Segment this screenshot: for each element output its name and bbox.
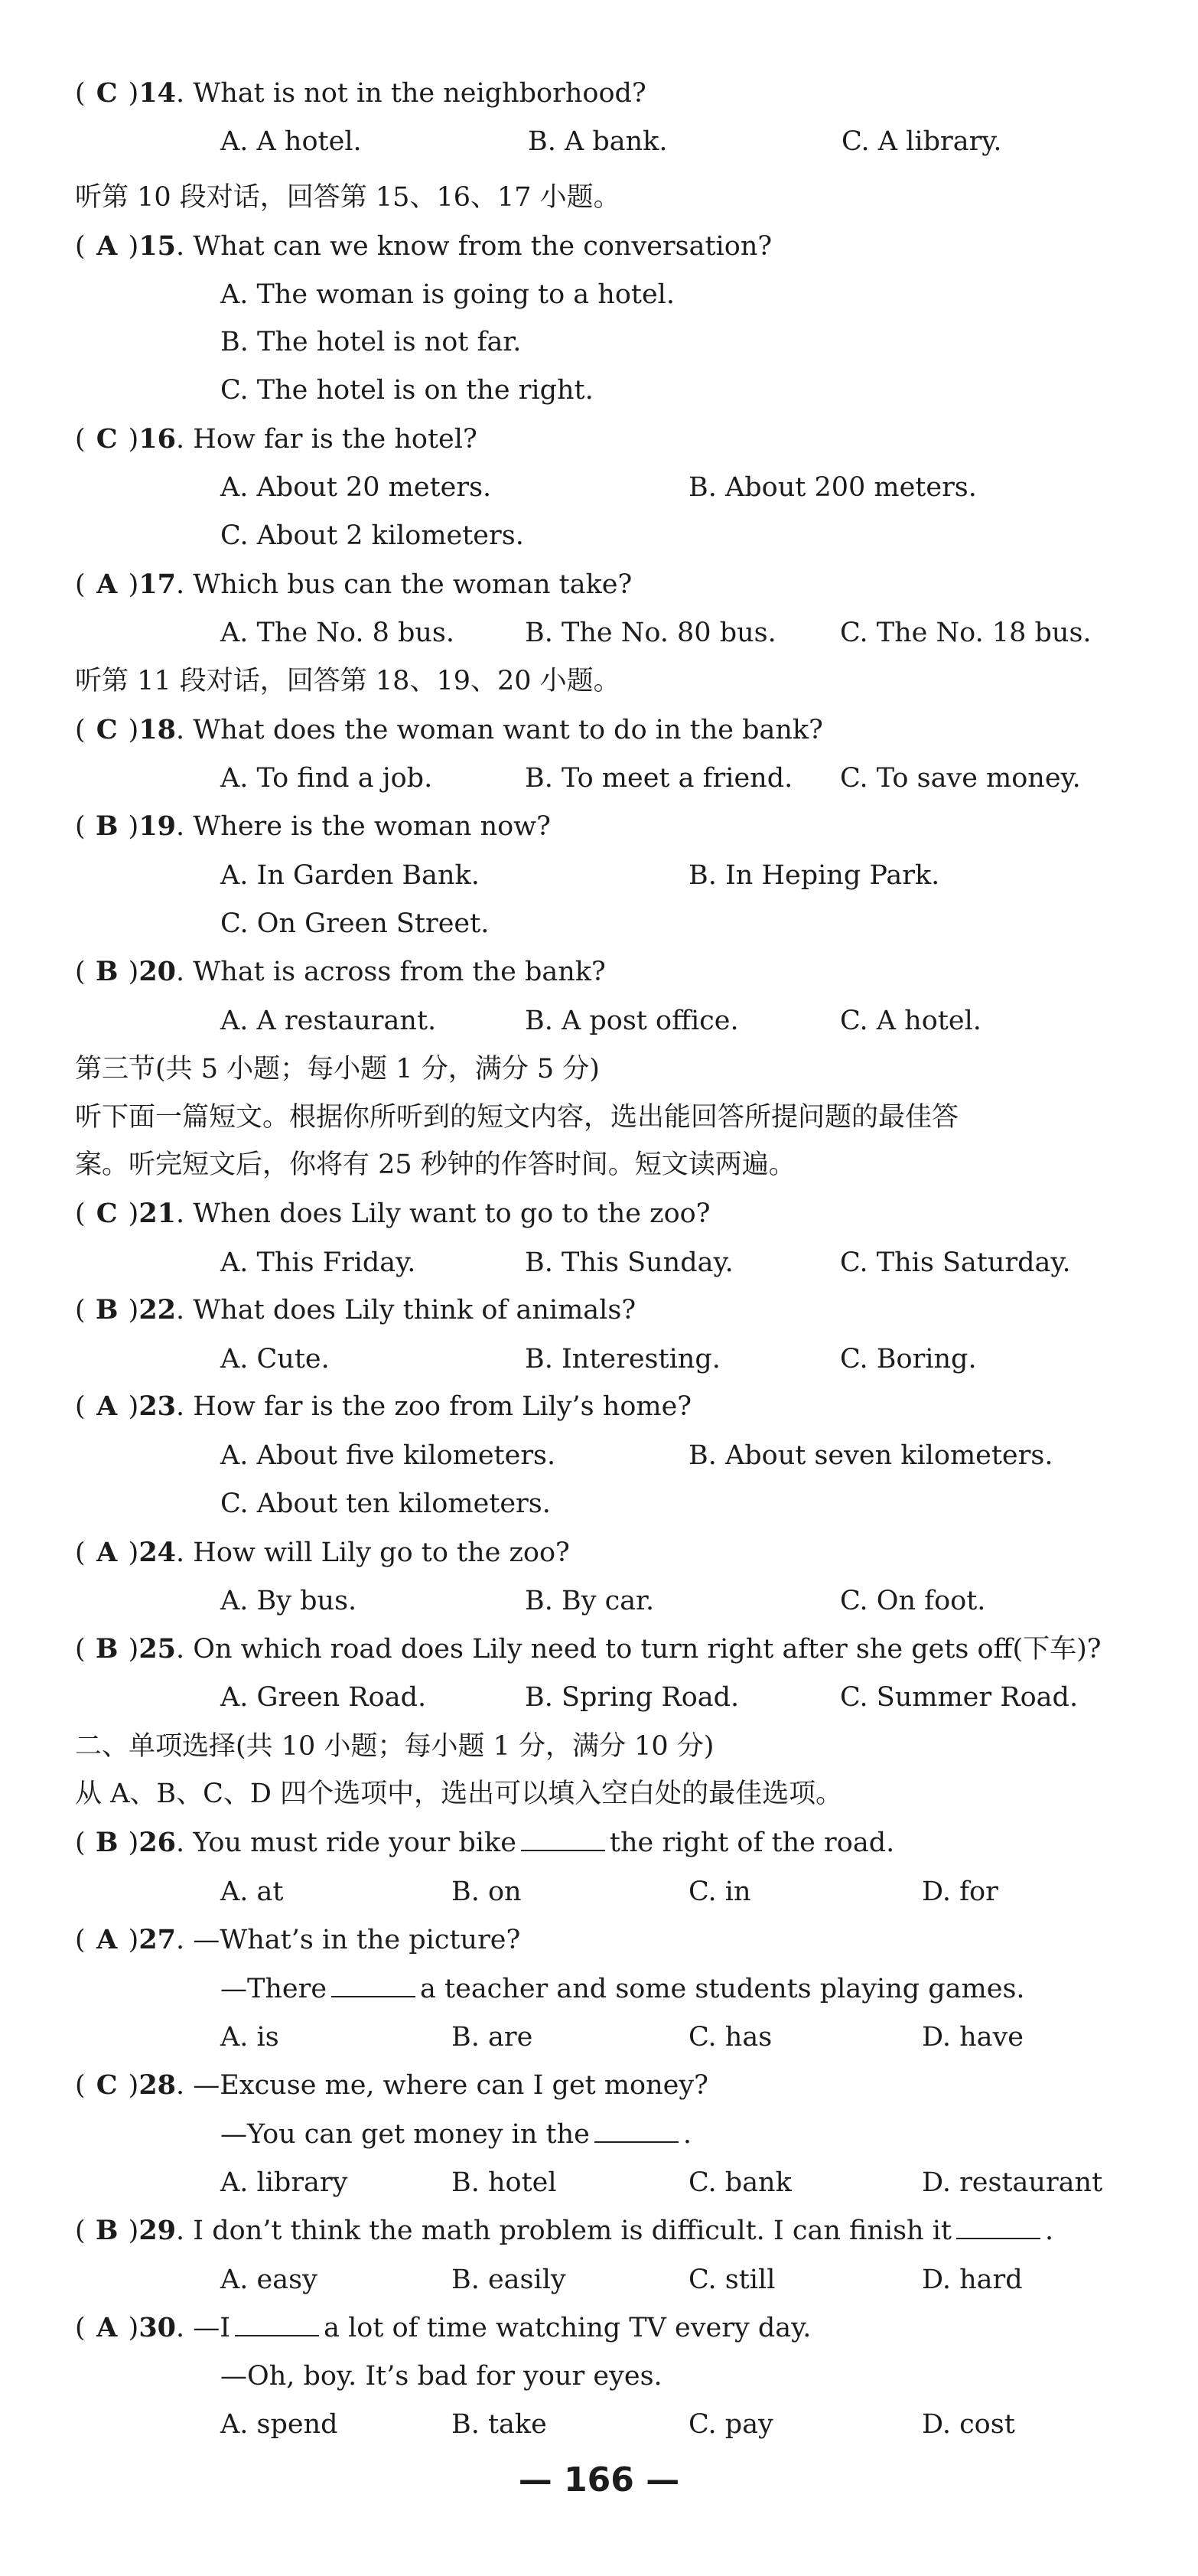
question-21: ( C )21. When does Lily want to go to the zoo? <box>75 1198 711 1229</box>
option-b: B. A bank. <box>528 126 668 157</box>
blank <box>331 1973 415 1997</box>
option-c: C. This Saturday. <box>840 1247 1071 1278</box>
option-c: C. has <box>689 2022 773 2053</box>
option-d: D. hard <box>922 2265 1023 2295</box>
option-b: B. easily <box>451 2265 566 2295</box>
blank <box>956 2215 1040 2239</box>
question-15: ( A )15. What can we know from the conversation? <box>75 230 773 262</box>
option-c: C. bank <box>689 2167 792 2198</box>
option-b: B. To meet a friend. <box>525 763 793 794</box>
option-c: C. To save money. <box>840 763 1081 794</box>
option-d: D. restaurant <box>922 2167 1103 2198</box>
section-instruction: 听第 10 段对话，回答第 15、16、17 小题。 <box>75 182 620 213</box>
option-c: C. Summer Road. <box>840 1682 1079 1713</box>
option-c: C. The hotel is on the right. <box>220 375 594 406</box>
answer-14: C <box>96 77 118 109</box>
section-instruction: 听下面一篇短文。根据你所听到的短文内容，选出能回答所提问题的最佳答 <box>75 1102 959 1133</box>
option-b: B. The No. 80 bus. <box>525 618 776 648</box>
section-title: 二、单项选择(共 10 小题；每小题 1 分，满分 10 分) <box>75 1731 715 1762</box>
question-14: ( C )14. What is not in the neighborhood? <box>75 77 646 109</box>
option-a: A. To find a job. <box>220 763 433 794</box>
option-a: A. In Garden Bank. <box>220 860 480 891</box>
option-a: A. A hotel. <box>220 126 362 157</box>
option-b: B. The hotel is not far. <box>220 327 522 357</box>
blank <box>521 1827 605 1851</box>
option-c: C. On foot. <box>840 1586 986 1616</box>
option-a: A. Green Road. <box>220 1682 427 1713</box>
option-c: C. still <box>689 2265 776 2295</box>
question-24: ( A )24. How will Lily go to the zoo? <box>75 1537 570 1568</box>
question-20: ( B )20. What is across from the bank? <box>75 956 606 987</box>
option-a: A. This Friday. <box>220 1247 416 1278</box>
option-a: A. at <box>220 1877 284 1907</box>
section-instruction: 从 A、B、C、D 四个选项中，选出可以填入空白处的最佳选项。 <box>75 1779 843 1809</box>
section-title: 第三节(共 5 小题；每小题 1 分，满分 5 分) <box>75 1054 600 1084</box>
option-b: B. A post office. <box>525 1006 739 1036</box>
question-23: ( A )23. How far is the zoo from Lily’s home? <box>75 1391 692 1422</box>
option-c: C. in <box>689 1877 751 1907</box>
option-b: B. About 200 meters. <box>689 472 977 503</box>
page-number: — 166 — <box>518 2460 680 2499</box>
option-c: C. pay <box>689 2409 773 2440</box>
question-text: What is not in the neighborhood? <box>193 78 646 109</box>
option-c: C. A hotel. <box>840 1006 982 1036</box>
option-a: A. spend <box>220 2409 338 2440</box>
question-28-line2: —You can get money in the . <box>220 2119 692 2150</box>
option-a: A. library <box>220 2167 348 2198</box>
option-b: B. are <box>451 2022 533 2053</box>
option-b: B. hotel <box>451 2167 557 2198</box>
option-c: C. About ten kilometers. <box>220 1489 551 1519</box>
option-d: D. for <box>922 1877 998 1907</box>
section-instruction: 听第 11 段对话，回答第 18、19、20 小题。 <box>75 666 620 696</box>
option-c: C. A library. <box>842 126 1002 157</box>
option-a: A. easy <box>220 2265 317 2295</box>
question-30: ( A )30. —I a lot of time watching TV every day. <box>75 2312 812 2343</box>
question-16: ( C )16. How far is the hotel? <box>75 423 477 455</box>
question-17: ( A )17. Which bus can the woman take? <box>75 569 633 600</box>
option-c: C. The No. 18 bus. <box>840 618 1092 648</box>
option-a: A. A restaurant. <box>220 1006 437 1036</box>
option-c: C. On Green Street. <box>220 908 490 939</box>
option-b: B. on <box>451 1877 522 1907</box>
option-a: A. The No. 8 bus. <box>220 618 455 648</box>
option-c: C. About 2 kilometers. <box>220 520 524 551</box>
option-d: D. cost <box>922 2409 1015 2440</box>
section-instruction: 案。听完短文后，你将有 25 秒钟的作答时间。短文读两遍。 <box>75 1149 796 1180</box>
option-b: B. This Sunday. <box>525 1247 734 1278</box>
option-d: D. have <box>922 2022 1024 2053</box>
question-29: ( B )29. I don’t think the math problem is difficult. I can finish it . <box>75 2215 1054 2246</box>
question-27-line2: —There a teacher and some students playing games. <box>220 1974 1025 2004</box>
question-19: ( B )19. Where is the woman now? <box>75 810 551 842</box>
option-b: B. Spring Road. <box>525 1682 740 1713</box>
option-a: A. Cute. <box>220 1344 330 1374</box>
question-25: ( B )25. On which road does Lily need to turn right after she gets off(下车)? <box>75 1633 1102 1665</box>
option-b: B. In Heping Park. <box>689 860 940 891</box>
option-b: B. By car. <box>525 1586 655 1616</box>
question-18: ( C )18. What does the woman want to do in the bank? <box>75 714 823 745</box>
option-a: A. is <box>220 2022 279 2053</box>
blank <box>235 2312 319 2336</box>
option-c: C. Boring. <box>840 1344 977 1374</box>
option-b: B. take <box>451 2409 547 2440</box>
option-a: A. About 20 meters. <box>220 472 492 503</box>
question-26: ( B )26. You must ride your bike the right of the road. <box>75 1827 895 1858</box>
blank <box>594 2118 679 2143</box>
question-27: ( A )27. —What’s in the picture? <box>75 1924 521 1955</box>
option-a: A. About five kilometers. <box>220 1440 556 1471</box>
option-a: A. The woman is going to a hotel. <box>220 279 675 310</box>
option-b: B. Interesting. <box>525 1344 721 1374</box>
question-28: ( C )28. —Excuse me, where can I get money? <box>75 2069 708 2101</box>
question-22: ( B )22. What does Lily think of animals? <box>75 1294 636 1325</box>
option-a: A. By bus. <box>220 1586 357 1616</box>
question-30-line2: —Oh, boy. It’s bad for your eyes. <box>220 2361 662 2392</box>
option-b: B. About seven kilometers. <box>689 1440 1053 1471</box>
